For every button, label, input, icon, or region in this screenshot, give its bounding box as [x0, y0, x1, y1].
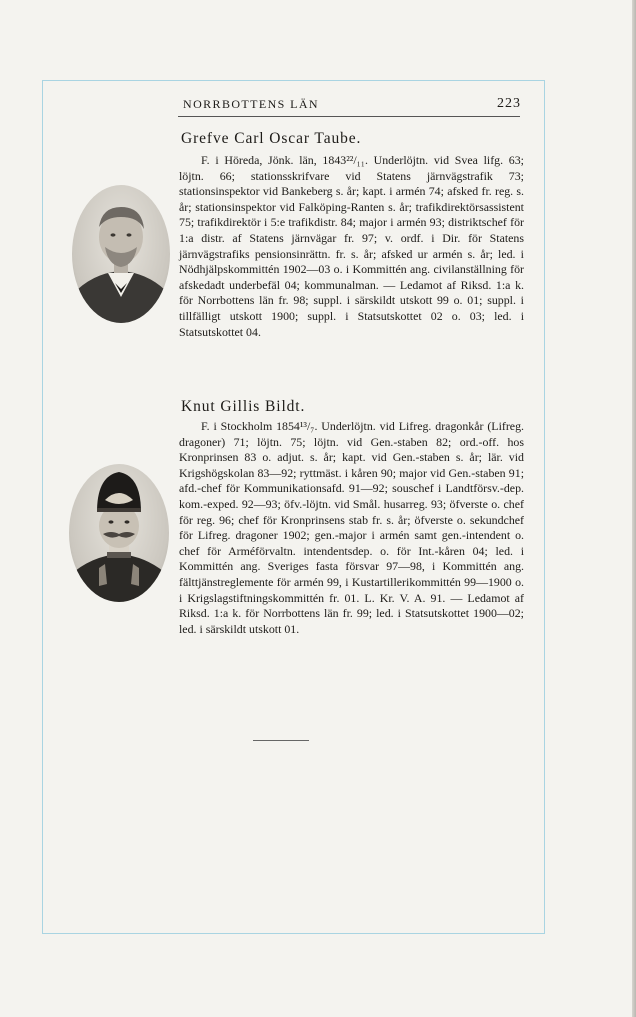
page-number: 223	[497, 96, 521, 111]
portrait-taube-drawing	[72, 185, 170, 323]
entry-body-taube: F. i Höreda, Jönk. län, 1843²²/₁₁. Underlöjtn. vid Svea lifg. 63; löjtn. 66; stationsskrifvare vid Statens järnvägstrafik 73; stationsinspektor vid Bankeberg s. år; kapt. i armén 74; afsked fr. reg. s. år; stationsinspektor vid Falköping-Ranten s. år; trafikdirektörsassistent 75; trafikdirektör i 5:e trafikdistr. 84; major i armén 93; distriktschef för 1:a distr. af Statens järnvägar fr. 97; v. ordf. i Dir. för Statens järnvägstrafiks pensionsinrättn. fr. s. år; afsked ur armén s. år; led. i Nödhjälpskommittén 1902—03 o. i Kommittén ang. civilanställning för afskedadt underbefäl 04; kommunalman. — Ledamot af Riksd. 1:a k. för Norrbottens län fr. 98; suppl. i särskildt utskott 99 o. 01; suppl. i tillfälligt utskott 1900; suppl. i Statsutskottet 02 o. 03; led. i Statsutskottet 04.	[179, 153, 524, 339]
entry-name-bildt: Knut Gillis Bildt.	[181, 398, 306, 415]
portrait-bildt-drawing	[69, 464, 169, 602]
header-rule	[178, 116, 520, 117]
running-title: NORRBOTTENS LÄN	[183, 97, 320, 111]
page-edge-shadow	[632, 0, 636, 1017]
portrait-military-officer-icon	[69, 464, 169, 602]
entry-text-taube	[179, 153, 524, 340]
entry-text-bildt	[179, 419, 524, 637]
section-end-rule	[253, 740, 309, 741]
entry-body-bildt: F. i Stockholm 1854¹³/₇. Underlöjtn. vid Lifreg. dragonkår (Lifreg. dragoner) 71; löjtn. 75; löjtn. vid Gen.-staben 82; ord.-off. hos Kronprinsen 83 o. adjut. s. år; kapt. vid Gen.-staben s. år; lär. vid Krigshögskolan 83—92; ryttmäst. i kåren 90; major vid Gen.-staben 91; afd.-chef för Kommunikationsafd. 91—92; souschef i Landtförsv.-dep. kom.-exped. 92—93; öfv.-löjtn. vid Smål. husarreg. 93; öfverste o. chef för reg. 96; chef för Kronprinsens stab fr. s. år; öfverste o. sekundchef för Lifreg. dragoner 1902; gen.-major i armén samt gen.-intendent o. chef för Arméförvaltn. intendentsdep. o. för Int.-kåren 04; led. i Kommittén ang. Sveriges fasta försvar 97—98, i Kommittén ang. fälttjänstreglemente för armén 99, i Kustartillerikommittén 99—1900 o. i Krigslagstiftningskommittén fr. 01. L. Kr. V. A. 91. — Ledamot af Riksd. 1:a k. för Norrbottens län fr. 99; led. i Statsutskottet 1900—02; led. i särskildt utskott 01.	[179, 419, 524, 636]
entry-name-taube: Grefve Carl Oscar Taube.	[181, 130, 362, 147]
portrait-elderly-civilian-icon	[72, 185, 170, 323]
